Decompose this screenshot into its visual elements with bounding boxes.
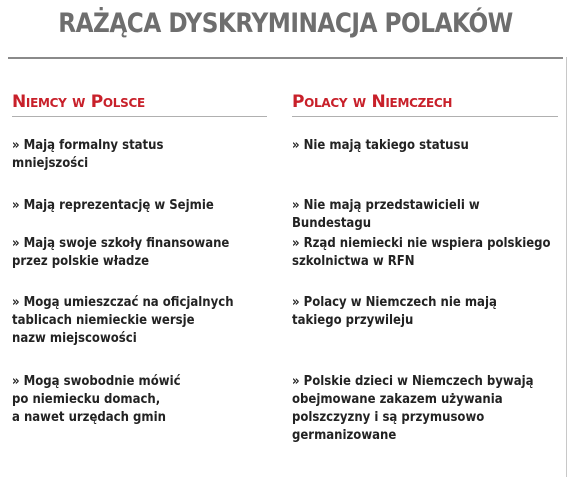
heading-divider-right bbox=[292, 116, 558, 117]
list-item-right-2: » Nie mają przedstawicieli w Bundestagu bbox=[292, 198, 480, 231]
list-item-left-3: » Mają swoje szkoły finansowane przez polskie władze bbox=[12, 236, 230, 269]
list-item-right-3: » Rząd niemiecki nie wspiera polskiego szkolnictwa w RFN bbox=[292, 236, 551, 269]
heading-divider-left bbox=[12, 116, 267, 117]
right-border bbox=[566, 57, 567, 477]
list-item-right-5: » Polskie dzieci w Niemczech bywają obejmowane zakazem używania polszczyzny i są przymusowo germanizowane bbox=[292, 374, 534, 443]
column-heading-right: Polacy w Niemczech bbox=[292, 92, 453, 112]
list-item-right-4: » Polacy w Niemczech nie mają takiego przywileju bbox=[292, 295, 497, 328]
title-divider bbox=[8, 57, 563, 59]
column-heading-left: Niemcy w Polsce bbox=[12, 92, 145, 112]
list-item-left-2: » Mają reprezentację w Sejmie bbox=[12, 198, 214, 213]
list-item-right-1: » Nie mają takiego statusu bbox=[292, 138, 469, 153]
list-item-left-4: » Mogą umieszczać na oficjalnych tablicach niemieckie wersje nazw miejscowości bbox=[12, 295, 234, 346]
page-title: RAŻĄCA DYSKRYMINACJA POLAKÓW bbox=[58, 8, 513, 39]
list-item-left-1: » Mają formalny status mniejszości bbox=[12, 138, 164, 171]
column-poles-in-germany bbox=[292, 90, 562, 443]
column-germans-in-poland bbox=[12, 90, 274, 425]
list-item-left-5: » Mogą swobodnie mówić po niemiecku domach, a nawet urzędach gmin bbox=[12, 374, 181, 425]
